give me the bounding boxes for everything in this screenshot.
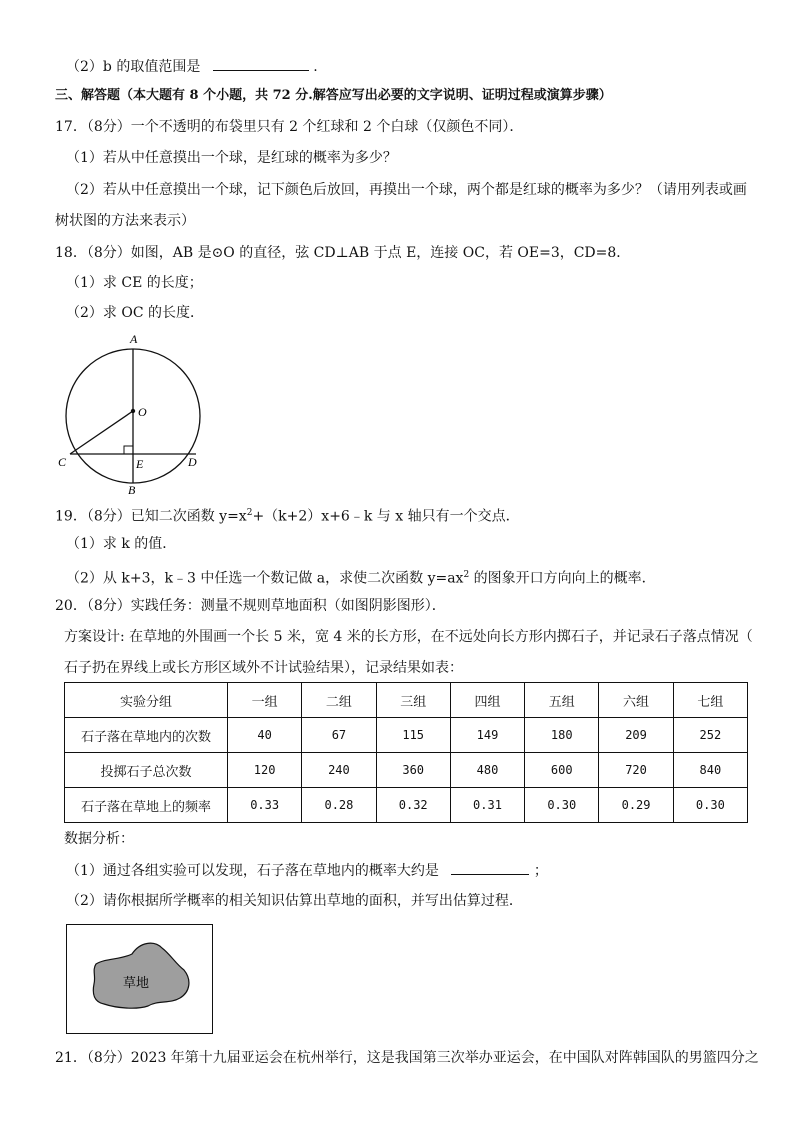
- table-cell: 0.31: [450, 788, 524, 823]
- table-cell: 240: [302, 753, 376, 788]
- circle-figure: [58, 328, 218, 498]
- table-cell: 480: [450, 753, 524, 788]
- q20-plan: 方案设计: 在草地的外围画一个长 5 米，宽 4 米的长方形，在不远处向长方形内掷石子，并记录石子落点情况（: [64, 629, 753, 645]
- table-cell: 五组: [525, 683, 599, 718]
- table-cell: 石子落在草地上的频率: [65, 788, 228, 823]
- table-cell: 0.30: [525, 788, 599, 823]
- table-cell: 180: [525, 718, 599, 753]
- q20-part1: （1）通过各组实验可以发现，石子落在草地内的概率大约是 ；: [66, 860, 548, 881]
- q19-part1: （1）求 k 的值．: [66, 536, 177, 552]
- table-cell: 600: [525, 753, 599, 788]
- table-cell: 六组: [599, 683, 673, 718]
- table-row: [65, 753, 748, 788]
- grass-label: 草地: [123, 976, 150, 991]
- answer-blank[interactable]: [213, 56, 309, 71]
- section-3-heading: 三、解答题（本大题有 8 个小题，共 72 分.解答应写出必要的文字说明、证明过程或演算步骤）: [55, 88, 612, 103]
- table-cell: 720: [599, 753, 673, 788]
- experiment-table: [64, 682, 748, 823]
- table-cell: 实验分组: [65, 683, 228, 718]
- table-cell: 40: [228, 718, 302, 753]
- table-cell: 840: [673, 753, 747, 788]
- table-cell: 120: [228, 753, 302, 788]
- q18-stem: 18．（8分）如图，AB 是⊙O 的直径，弦 CD⊥AB 于点 E，连接 OC，若 OE=3，CD=8．: [55, 245, 631, 261]
- q20-analysis-heading: 数据分析：: [64, 831, 134, 847]
- center-point: [131, 409, 135, 413]
- right-angle-mark: [124, 446, 133, 454]
- q16-part2: （2）b 的取值范围是 .: [66, 56, 318, 77]
- table-cell: 67: [302, 718, 376, 753]
- table-row: [65, 718, 748, 753]
- label-d: D: [188, 455, 197, 469]
- table-cell: 0.30: [673, 788, 747, 823]
- q19-stem: 19．（8分）已知二次函数 $y=x^2+(k+2)x+6﹣k$ 与 x 轴只有一个交点．: [55, 508, 520, 525]
- table-cell: 149: [450, 718, 524, 753]
- label-o: O: [138, 405, 147, 419]
- table-cell: 一组: [228, 683, 302, 718]
- answer-blank[interactable]: [451, 860, 529, 875]
- label-e: E: [136, 457, 144, 471]
- table-cell: 0.29: [599, 788, 673, 823]
- table-cell: 252: [673, 718, 747, 753]
- table-cell: 三组: [376, 683, 450, 718]
- table-cell: 七组: [673, 683, 747, 718]
- table-cell: 四组: [450, 683, 524, 718]
- q20-stem: 20．（8分）实践任务：测量不规则草地面积（如图阴影图形）．: [55, 598, 446, 614]
- table-row: [65, 788, 748, 823]
- table-cell: 209: [599, 718, 673, 753]
- table-cell: 360: [376, 753, 450, 788]
- label-b: B: [128, 483, 136, 497]
- q21-stem: 21．（8分）2023 年第十九届亚运会在杭州举行，这是我国第三次举办亚运会，在中国队对阵韩国队的男篮四分之: [55, 1050, 759, 1066]
- table-cell: 0.32: [376, 788, 450, 823]
- grass-figure: [66, 924, 213, 1034]
- table-cell: 二组: [302, 683, 376, 718]
- q19-part2: （2）从 k+3，k﹣3 中任选一个数记做 a，求使二次函数 $y=ax^2$ 的图象开口方向向上的概率．: [66, 570, 656, 587]
- q17-part2: （2）若从中任意摸出一个球，记下颜色后放回，再摸出一个球，两个都是红球的概率为多少？（请用列表或画: [66, 182, 747, 198]
- table-header-row: [65, 683, 748, 718]
- q20-part2: （2）请你根据所学概率的相关知识估算出草地的面积，并写出估算过程．: [66, 893, 523, 909]
- table-cell: 0.33: [228, 788, 302, 823]
- table-cell: 0.28: [302, 788, 376, 823]
- table-cell: 115: [376, 718, 450, 753]
- q17-part1: （1）若从中任意摸出一个球，是红球的概率为多少？: [66, 150, 397, 166]
- q17-stem: 17．（8分）一个不透明的布袋里只有 2 个红球和 2 个白球（仅颜色不同）．: [55, 119, 524, 135]
- q17-part2-cont: 树状图的方法来表示）: [55, 213, 195, 229]
- table-cell: 投掷石子总次数: [65, 753, 228, 788]
- q18-part1: （1）求 CE 的长度；: [66, 275, 203, 291]
- q20-plan-cont: 石子扔在界线上或长方形区域外不计试验结果），记录结果如表：: [64, 660, 463, 676]
- table-cell: 石子落在草地内的次数: [65, 718, 228, 753]
- label-c: C: [58, 455, 67, 469]
- q18-part2: （2）求 OC 的长度．: [66, 305, 204, 321]
- label-a: A: [130, 332, 138, 346]
